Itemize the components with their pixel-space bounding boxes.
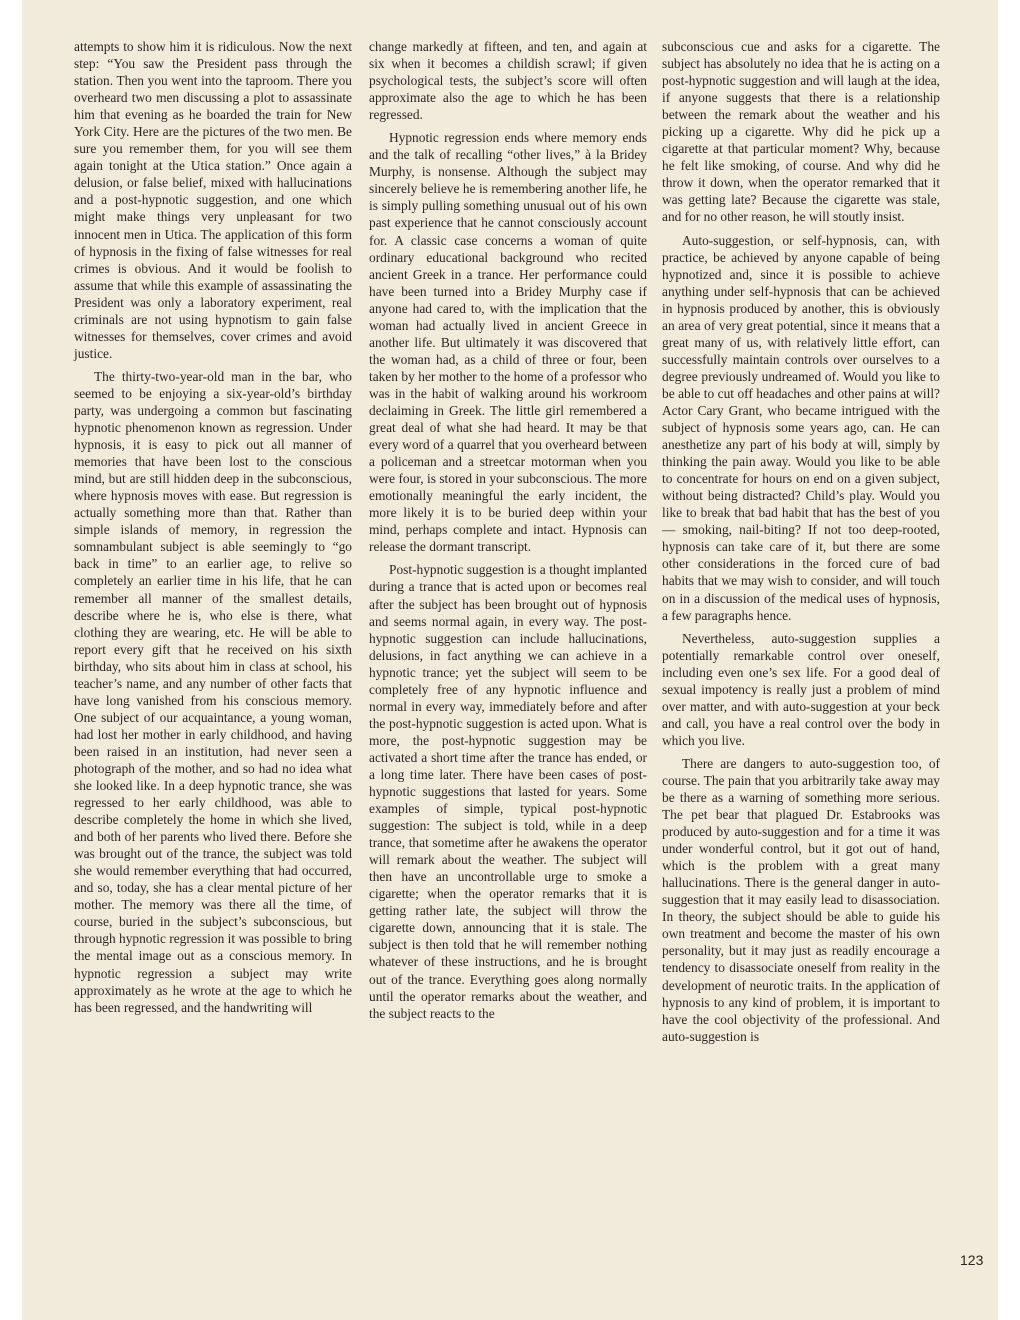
paragraph: subconscious cue and asks for a cigarette. The subject has absolutely no idea that he is acting on a post-hypnotic suggestion and will laugh at the idea, if anyone suggests that there is a relationship between the remark about the weather and his picking up a cigarette. Why did he pick up a cigarette at that particular moment? Why, because he felt like smoking, of course. And why did he throw it down, when the operator remarked that it was getting late? Because the cigarette was stale, and for no other reason, he will stoutly insist. [662,39,940,225]
paragraph: The thirty-two-year-old man in the bar, who seemed to be enjoying a six-year-old’s birthday party, was undergoing a common but fascinating hypnotic phenomenon known as regression. Under hypnosis, it is easy to pick out all manner of memories that have been lost to the conscious mind, but are still hidden deep in the subconscious, where hypnosis moves with ease. But regression is actually something more than that. Rather than simple islands of memory, in regression the somnambulant subject is able seemingly to “go back in time” to an earlier age, to relive so completely an earlier time in his life, that he can remember all manner of the smallest details, describe where he is, who else is there, what clothing they are wearing, etc. He will be able to report every gift that he received on his sixth birthday, who sits about him in class at school, his teacher’s name, and any number of other facts that have long vanished from his conscious memory. One subject of our acquaintance, a young woman, had lost her mother in early childhood, and having been raised in an institution, had never seen a photograph of the mother, and so had no idea what she looked like. In a deep hypnotic trance, she was regressed to her early childhood, was able to describe completely the home in which she lived, and both of her parents who lived there. Before she was brought out of the trance, the subject was told she would remember everything that had occurred, and so, today, she has a clear mental picture of her mother. The memory was there all the time, of course, buried in the subject’s subconscious, but through hypnotic regression it was possible to bring the mental image out as a conscious memory. In hypnotic regression a subject may write approximately as he wrote at the age to which he has been regressed, and the handwriting will [74,368,352,1015]
text-column-1 [74,38,352,1016]
paragraph: attempts to show him it is ridiculous. Now the next step: “You saw the President pass through the station. Then you went into the taproom. There you overheard two men discussing a plot to assassinate him that evening as he boarded the train for New York City. Here are the pictures of the two men. Be sure you remember them, for you will see them again tonight at the Utica station.” Once again a delusion, or false belief, mixed with hallucinations and a post-hypnotic suggestion, and one which might make things very unpleasant for two innocent men in Utica. The application of this form of hypnosis in the fixing of false witnesses for real crimes is obvious. And it would be foolish to assume that while this example of assassinating the President was only a laboratory experiment, real criminals are not using hypnotism to gain false witnesses for themselves, cover crimes and avoid justice. [74,39,352,361]
paragraph: Hypnotic regression ends where memory ends and the talk of recalling “other lives,” à la Bridey Murphy, is nonsense. Although the subject may sincerely believe he is remembering another life, he is simply pulling something unusual out of his own past experience that he cannot consciously account for. A classic case concerns a woman of quite ordinary educational background who recited ancient Greek in a trance. Her performance could have been turned into a Bridey Murphy case if anyone had cared to, with the implication that the woman had actually lived in ancient Greece in another life. But ultimately it was discovered that the woman had, as a child of three or four, been taken by her mother to the home of a professor who was in the habit of walking around his workroom declaiming in Greek. The little girl remembered a great deal of what she had heard. It may be that every word of a quarrel that you overheard between a policeman and a streetcar motorman when you were four, is stored in your subconscious. The more emotionally meaningful the early incident, the more likely it is to be buried deep within your mind, perhaps complete and intact. Hypnosis can release the dormant transcript. [369,130,647,555]
paragraph: Post-hypnotic suggestion is a thought implanted during a trance that is acted upon or becomes real after the subject has been brought out of hypnosis and seems normal again, in every way. The post-hypnotic suggestion can include hallucinations, delusions, in fact anything we can achieve in a hypnotic trance; yet the subject will seem to be completely free of any hypnotic influence and normal in every way, immediately before and after the post-hypnotic suggestion is acted upon. What is more, the post-hypnotic suggestion may be activated a short time after the trance has ended, or a long time later. There have been cases of post-hypnotic suggestions that lasted for years. Some examples of simple, typical post-hypnotic suggestion: The subject is told, while in a deep trance, that sometime after he awakens the operator will remark about the weather. The subject will then have an uncontrollable urge to smoke a cigarette; when the operator remarks that it is getting rather late, the subject will throw the cigarette down, announcing that it is stale. The subject is then told that he will remember nothing whatever of these instructions, and he is brought out of the trance. Everything goes along normally until the operator remarks about the weather, and the subject reacts to the [369,562,647,1021]
text-column-3 [662,38,940,1045]
paragraph: change markedly at fifteen, and ten, and again at six when it becomes a childish scrawl; if given psychological tests, the subject’s score will often approximate also the age to which he has been regressed. [369,39,647,123]
page-number: 123 [960,1252,984,1268]
text-column-2 [369,38,647,1022]
magazine-page [22,0,998,1320]
paragraph: Auto-suggestion, or self-hypnosis, can, with practice, be achieved by anyone capable of being hypnotized and, since it is possible to achieve anything under self-hypnosis that can be achieved in hypnosis produced by another, this is obviously an area of very great potential, since it means that a great many of us, with relatively little effort, can successfully maintain controls over ourselves to a degree previously undreamed of. Would you like to be able to cut off headaches and other pains at will? Actor Cary Grant, who became intrigued with the subject of hypnosis some years ago, can. He can anesthetize any part of his body at will, simply by thinking the pain away. Would you like to be able to concentrate for hours on end on a given subject, without being distracted? Child’s play. Would you like to break that bad habit that has the best of you — smoking, nail-biting? If not too deep-rooted, hypnosis can take care of it, but there are some other considerations in the forced cure of bad habits that we may wish to consider, and will touch on in a discussion of the medical uses of hypnosis, a few paragraphs hence. [662,232,940,623]
paragraph: Nevertheless, auto-suggestion supplies a potentially remarkable control over oneself, including even one’s sex life. For a good deal of sexual impotency is really just a problem of mind over matter, and with auto-suggestion at your beck and call, you have a real control over the body in which you live. [662,630,940,748]
paragraph: There are dangers to auto-suggestion too, of course. The pain that you arbitrarily take away may be there as a warning of something more serious. The pet bear that plagued Dr. Estabrooks was produced by auto-suggestion and for a time it was under wonderful control, but it got out of hand, which is the problem with a great many hallucinations. There is the general danger in auto-suggestion that it may easily lead to disassociation. In theory, the subject should be able to guide his own treatment and become the master of his own personality, but it may just as readily encourage a tendency to disassociate oneself from reality in the development of neurotic traits. In the application of hypnosis to any kind of problem, it is important to have the cool objectivity of the professional. And auto-suggestion is [662,755,940,1044]
